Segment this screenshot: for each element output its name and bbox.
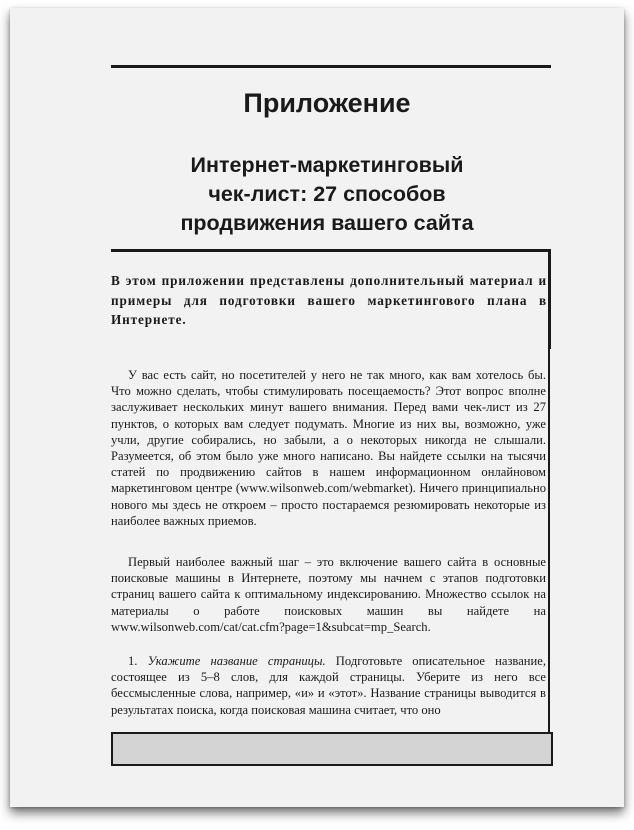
body-paragraph: Первый наиболее важный шаг – это включение вашего сайта в основные поисковые машины в Интернете, поэтому мы начнем с этапов подготовки страниц вашего сайта к оптимальному индексированию. Множество ссылок на материалы о работе поисковых машин вы найдете на www.wilsonweb.com/cat/cat.cfm?page=1&subcat=mp_Search. [111, 555, 546, 634]
intro-text: В этом приложении представлены дополнительный материал и примеры для подготовки вашего маркетингового плана в Интернете. [111, 273, 547, 327]
chapter-title-line: Интернет-маркетинговый [190, 153, 464, 177]
checklist-item [111, 653, 546, 718]
chapter-title [100, 151, 554, 238]
checklist-item-title: Укажите название страницы. [147, 654, 326, 668]
appendix-heading: Приложение [243, 88, 411, 118]
footer-bar [111, 732, 553, 766]
chapter-title-line: продвижения вашего сайта [180, 211, 474, 235]
chapter-title-line: чек-лист: 27 способов [208, 182, 446, 206]
checklist-item-number: 1. [128, 654, 148, 668]
book-page [10, 8, 624, 807]
body-right-rule [548, 349, 550, 764]
intro-box-right-rule [548, 249, 551, 349]
intro-box-top-rule [111, 249, 551, 252]
top-rule [111, 65, 551, 68]
checklist-item-text: Подготовьте описательное название, состоящее из 5–8 слов, для каждой страницы. Уберите из него все бессмысленные слова, например, «и» и «этот». Название страницы выводится в результатах поиска, когда поисковая машина считает, что оно [111, 654, 547, 717]
body-paragraph: У вас есть сайт, но посетителей у него не так много, как вам хотелось бы. Что можно сделать, чтобы стимулировать посещаемость? Этот вопрос вполне заслуживает нескольких минут вашего внимания. Перед вами чек-лист из 27 пунктов, о которых вам следует подумать. Многие из них вы, возможно, уже учли, другие собирались, но забыли, а о некоторых никогда не слышали. Разумеется, об этом было уже много написано. Вы найдете ссылки на тысячи статей по продвижению сайтов в нашем информационном онлайновом маркетинговом центре (www.wilsonweb.com/webmarket). Ничего принципиально нового мы здесь не откроем – просто постараемся резюмировать некоторые из наиболее важных приемов. [111, 368, 546, 528]
